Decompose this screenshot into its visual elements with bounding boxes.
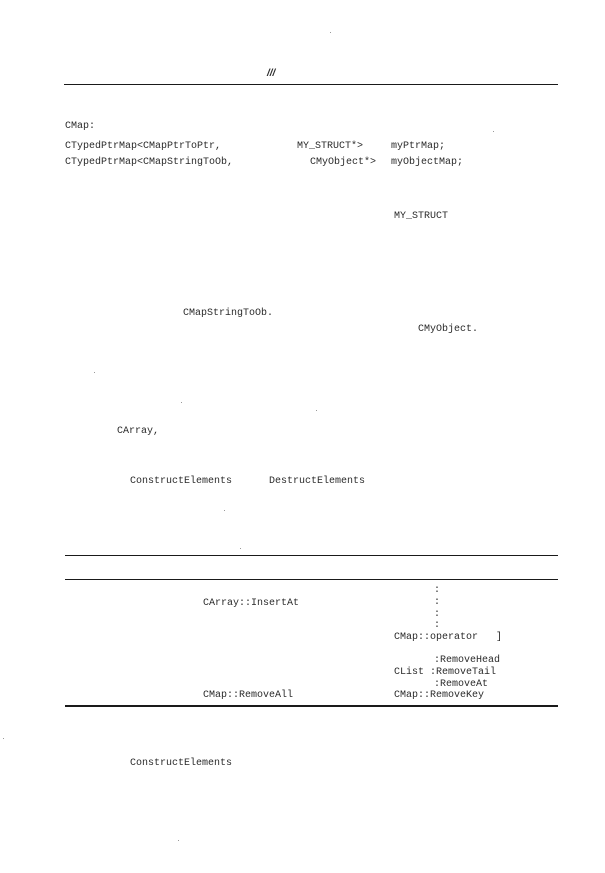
- scan-speck: [224, 510, 225, 511]
- scan-speck: [316, 410, 317, 411]
- table-bottom-rule: [65, 705, 558, 707]
- code-line-objmap-var: myObjectMap;: [391, 157, 464, 168]
- table-cell-remove-at: :RemoveAt: [434, 679, 489, 690]
- table-cell-remove-all: CMap::RemoveAll: [203, 690, 294, 701]
- scan-speck: [493, 131, 494, 132]
- term-carray: CArray,: [117, 426, 160, 437]
- term-cmyobject: CMyObject.: [418, 324, 479, 335]
- table-cell-operator: CMap::operator ]: [394, 632, 503, 643]
- scan-speck: [181, 402, 182, 403]
- table-header-rule: [65, 579, 558, 580]
- scan-speck: [240, 548, 241, 549]
- table-cell-clist-remove-tail: CList :RemoveTail: [394, 667, 497, 678]
- code-line-cmap: CMap:: [65, 121, 96, 132]
- term-cmapstringtoob: CMapStringToOb.: [183, 308, 274, 319]
- term-my-struct: MY_STRUCT: [394, 211, 449, 222]
- code-line-objmap-type: CTypedPtrMap<CMapStringToOb,: [65, 157, 234, 168]
- scan-speck: [330, 32, 331, 33]
- table-cell-insert-at: CArray::InsertAt: [203, 598, 300, 609]
- code-line-ptrmap-arg: MY_STRUCT*>: [297, 141, 364, 152]
- code-line-objmap-arg: CMyObject*>: [310, 157, 377, 168]
- scan-speck: [3, 738, 4, 739]
- table-cell-colon-2: :: [434, 597, 441, 608]
- table-top-rule: [65, 555, 558, 556]
- header-rule: [64, 84, 558, 85]
- table-cell-remove-head: :RemoveHead: [434, 655, 501, 666]
- code-line-ptrmap-type: CTypedPtrMap<CMapPtrToPtr,: [65, 141, 222, 152]
- term-destruct-elements: DestructElements: [269, 476, 366, 487]
- table-cell-colon-1: :: [434, 585, 441, 596]
- table-cell-colon-3: :: [434, 609, 441, 620]
- code-line-ptrmap-var: myPtrMap;: [391, 141, 446, 152]
- footer-construct-elements: ConstructElements: [130, 758, 233, 769]
- term-construct-elements: ConstructElements: [130, 476, 233, 487]
- scan-speck: [94, 372, 95, 373]
- table-cell-remove-key: CMap::RemoveKey: [394, 690, 485, 701]
- running-header-mark: ///: [267, 68, 276, 79]
- table-cell-colon-4: :: [434, 620, 441, 631]
- scan-speck: [178, 840, 179, 841]
